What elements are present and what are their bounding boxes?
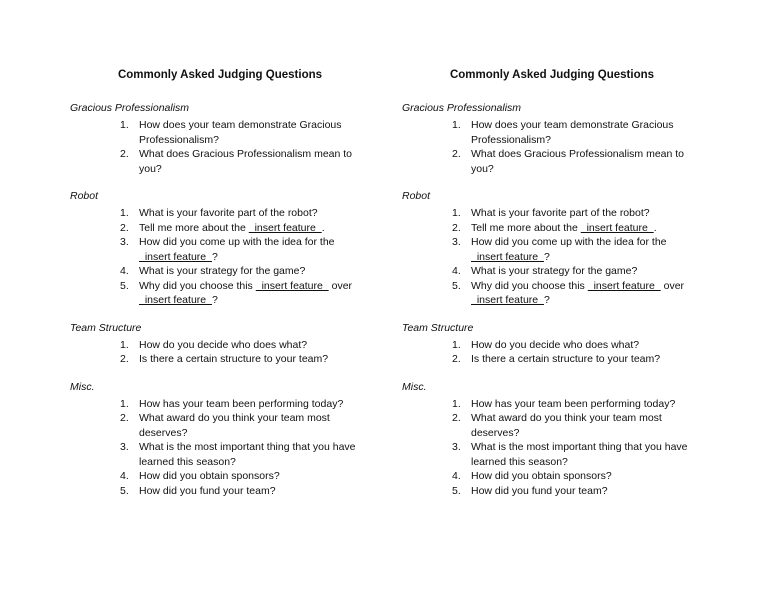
question-list [70, 397, 370, 499]
question-item [402, 221, 702, 236]
question-item [70, 397, 370, 412]
question-number: 1. [120, 207, 129, 219]
question-text: Why did you choose this [471, 279, 588, 292]
section-robot [70, 190, 370, 308]
question-text: What is the most important thing that you have learned this season? [471, 441, 688, 468]
question-list [402, 118, 702, 176]
question-text: over [328, 279, 353, 292]
question-item [70, 484, 370, 499]
question-text: What is your strategy for the game? [471, 265, 638, 277]
question-item [70, 440, 370, 469]
question-text: What award do you think your team most deserves? [139, 412, 330, 439]
question-text: How did you fund your team? [139, 484, 276, 497]
question-text: ? [543, 294, 550, 306]
question-text: What is your favorite part of the robot? [139, 207, 318, 219]
question-item [402, 397, 702, 412]
question-text: Tell me more about the [471, 221, 581, 234]
question-number: 1. [120, 338, 129, 351]
question-sheet-right [402, 68, 702, 512]
section-gracious-professionalism [70, 102, 370, 176]
question-item [402, 469, 702, 484]
question-item [402, 411, 702, 440]
fill-in-blank: insert feature [248, 221, 322, 234]
question-text: ? [211, 294, 218, 306]
question-number: 2. [120, 148, 129, 160]
question-text: ? [211, 250, 218, 263]
question-text: What award do you think your team most deserves? [471, 412, 662, 439]
question-text: How did you come up with the idea for the [471, 236, 667, 248]
question-item [70, 352, 370, 367]
question-text: Is there a certain structure to your team? [471, 353, 661, 365]
question-text: over [660, 279, 685, 292]
section-team-structure [402, 322, 702, 367]
question-text: . [653, 221, 657, 234]
question-number: 2. [452, 412, 461, 424]
question-number: 2. [120, 412, 129, 424]
question-text: How do you decide who does what? [139, 338, 308, 351]
question-text: . [321, 221, 325, 234]
question-text: How do you decide who does what? [471, 338, 640, 351]
section-heading: Team Structure [402, 321, 474, 334]
question-number: 2. [452, 353, 461, 365]
question-item [402, 264, 702, 279]
question-number: 4. [452, 470, 461, 482]
section-heading: Team Structure [70, 321, 142, 334]
question-text: What is your favorite part of the robot? [471, 207, 650, 219]
question-text: How has your team been performing today? [139, 397, 344, 410]
question-list [70, 206, 370, 308]
question-number: 2. [120, 353, 129, 365]
question-number: 5. [452, 484, 461, 497]
question-list [402, 206, 702, 308]
question-number: 2. [452, 148, 461, 160]
question-list [402, 397, 702, 499]
question-number: 4. [120, 265, 129, 277]
question-text: Tell me more about the [139, 221, 249, 234]
question-text: How did you obtain sponsors? [471, 470, 612, 482]
question-number: 1. [120, 397, 129, 410]
question-text: ? [543, 250, 550, 263]
question-number: 3. [452, 236, 461, 248]
question-number: 1. [120, 119, 129, 131]
question-item [402, 118, 702, 147]
section-robot [402, 190, 702, 308]
question-number: 5. [452, 279, 461, 292]
question-item [70, 264, 370, 279]
question-number: 2. [452, 221, 461, 234]
question-number: 1. [452, 119, 461, 131]
question-number: 1. [452, 397, 461, 410]
question-number: 3. [120, 441, 129, 453]
fill-in-blank: insert feature [580, 221, 654, 234]
question-item [402, 440, 702, 469]
question-item [402, 147, 702, 176]
section-heading: Misc. [402, 380, 427, 393]
question-number: 5. [120, 279, 129, 292]
question-number: 1. [452, 207, 461, 219]
section-misc [70, 381, 370, 499]
question-item [402, 352, 702, 367]
question-list [70, 118, 370, 176]
fill-in-blank: insert feature [139, 294, 212, 306]
section-heading: Gracious Professionalism [70, 102, 190, 114]
question-text: How does your team demonstrate Gracious Professionalism? [139, 119, 342, 146]
question-list [70, 338, 370, 367]
document-title: Commonly Asked Judging Questions [117, 69, 323, 81]
question-item [70, 147, 370, 176]
question-number: 1. [452, 338, 461, 351]
question-text: What is the most important thing that you have learned this season? [139, 441, 356, 468]
document-title: Commonly Asked Judging Questions [449, 69, 655, 81]
question-number: 3. [120, 236, 129, 248]
question-number: 4. [120, 470, 129, 482]
question-text: How did you obtain sponsors? [139, 470, 280, 482]
question-item [70, 279, 370, 308]
section-heading: Misc. [70, 380, 95, 393]
question-text: What does Gracious Professionalism mean to you? [471, 148, 685, 175]
section-gracious-professionalism [402, 102, 702, 176]
question-item [402, 235, 702, 264]
question-item [402, 338, 702, 353]
section-misc [402, 381, 702, 499]
question-item [70, 206, 370, 221]
question-number: 4. [452, 265, 461, 277]
question-item [70, 118, 370, 147]
question-item [70, 469, 370, 484]
section-team-structure [70, 322, 370, 367]
question-text: What is your strategy for the game? [139, 265, 306, 277]
question-list [402, 338, 702, 367]
question-sheet-left [70, 68, 370, 512]
question-item [70, 221, 370, 236]
question-number: 5. [120, 484, 129, 497]
question-number: 3. [452, 441, 461, 453]
section-heading: Robot [70, 190, 99, 202]
fill-in-blank: insert feature [587, 279, 661, 292]
fill-in-blank: insert feature [471, 250, 544, 263]
section-heading: Robot [402, 190, 431, 202]
section-heading: Gracious Professionalism [402, 102, 522, 114]
question-item [70, 338, 370, 353]
question-item [402, 279, 702, 308]
question-item [70, 235, 370, 264]
question-text: How did you fund your team? [471, 484, 608, 497]
question-item [70, 411, 370, 440]
question-text: How did you come up with the idea for the [139, 236, 335, 248]
fill-in-blank: insert feature [471, 294, 544, 306]
question-item [402, 484, 702, 499]
question-text: How has your team been performing today? [471, 397, 676, 410]
question-item [402, 206, 702, 221]
question-text: Why did you choose this [139, 279, 256, 292]
question-text: How does your team demonstrate Gracious Professionalism? [471, 119, 674, 146]
question-text: Is there a certain structure to your team? [139, 353, 329, 365]
question-number: 2. [120, 221, 129, 234]
fill-in-blank: insert feature [255, 279, 329, 292]
fill-in-blank: insert feature [139, 250, 212, 263]
question-text: What does Gracious Professionalism mean to you? [139, 148, 353, 175]
